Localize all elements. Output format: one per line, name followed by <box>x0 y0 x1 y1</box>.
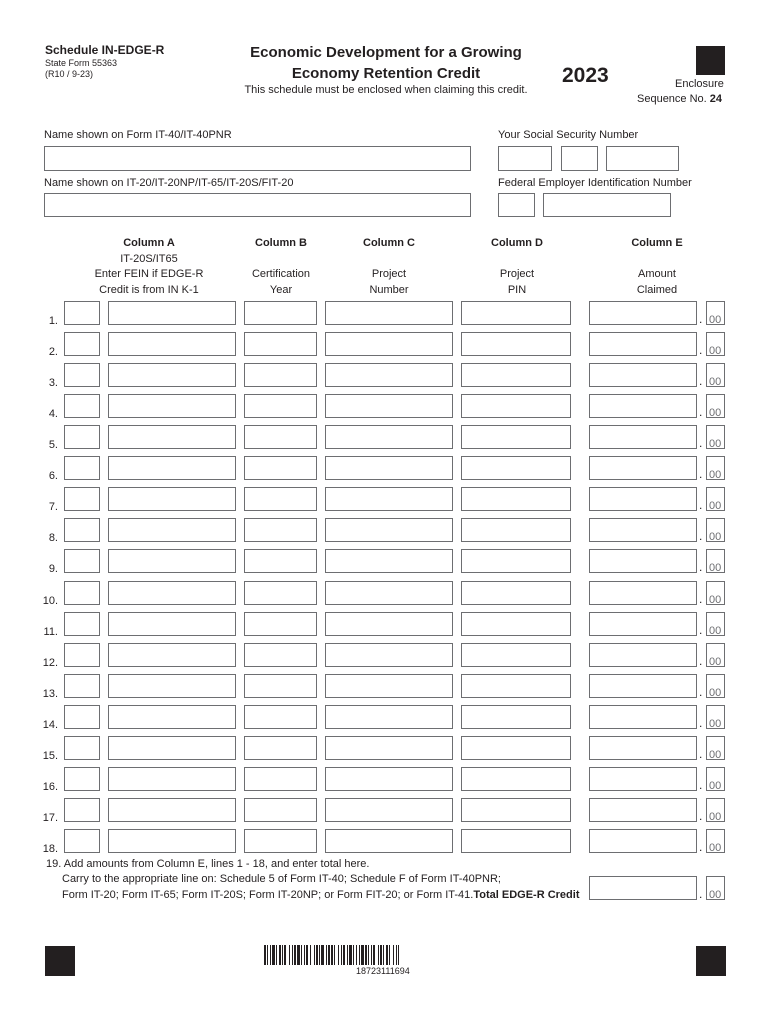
row-number: 9. <box>48 563 58 575</box>
cents-value: 00 <box>709 687 722 699</box>
fein-k1-input[interactable] <box>64 674 100 698</box>
column-e-line2: Claimed <box>636 283 678 296</box>
project-pin-input[interactable] <box>461 518 571 542</box>
project-number-input[interactable] <box>325 767 453 791</box>
certification-year-input[interactable] <box>244 581 317 605</box>
row-number: 12. <box>42 657 58 669</box>
total-decimal-point: . <box>699 887 703 901</box>
fein-k1-input[interactable] <box>64 425 100 449</box>
project-pin-input[interactable] <box>461 829 571 853</box>
total-cents: 00 <box>709 889 722 901</box>
project-number-input[interactable] <box>325 736 453 760</box>
project-number-input[interactable] <box>325 487 453 511</box>
certification-year-input[interactable] <box>244 705 317 729</box>
fein-k1-input[interactable] <box>64 643 100 667</box>
certification-year-input[interactable] <box>244 612 317 636</box>
amount-claimed-input[interactable] <box>589 829 697 853</box>
column-c-title: Column C <box>363 237 415 249</box>
project-number-input[interactable] <box>325 798 453 822</box>
line19-text2: Carry to the appropriate line on: Schedule 5 of Form IT-40; Schedule F of Form IT-40PNR; <box>62 873 501 885</box>
fein-k1-input[interactable] <box>64 612 100 636</box>
project-pin-input[interactable] <box>461 425 571 449</box>
row-number: 15. <box>42 750 58 762</box>
fein-label: Federal Employer Identification Number <box>498 177 692 189</box>
decimal-point: . <box>699 312 703 326</box>
amount-claimed-input[interactable] <box>589 705 697 729</box>
column-c-header <box>324 236 454 298</box>
decimal-point: . <box>699 654 703 668</box>
project-number-input[interactable] <box>325 705 453 729</box>
project-number-input[interactable] <box>325 829 453 853</box>
schedule-name: Schedule IN-EDGE-R <box>45 43 165 57</box>
fein-k1-input[interactable] <box>64 394 100 418</box>
row-number: 1. <box>48 315 58 327</box>
amount-claimed-input[interactable] <box>589 612 697 636</box>
certification-year-input[interactable] <box>244 643 317 667</box>
cents-value: 00 <box>709 811 722 823</box>
decimal-point: . <box>699 592 703 606</box>
project-number-input[interactable] <box>325 549 453 573</box>
fein-k1-extra-input[interactable] <box>108 705 236 729</box>
project-pin-input[interactable] <box>461 798 571 822</box>
sequence-value: 24 <box>709 93 723 105</box>
column-a-line3: Credit is from IN K-1 <box>99 283 199 296</box>
column-d-title: Column D <box>491 237 543 249</box>
decimal-point: . <box>699 467 703 481</box>
decimal-point: . <box>699 436 703 450</box>
column-e-title: Column E <box>631 237 683 249</box>
fein-k1-input[interactable] <box>64 581 100 605</box>
line19-text3 <box>62 889 580 901</box>
fein-k1-extra-input[interactable] <box>108 736 236 760</box>
amount-claimed-input[interactable] <box>589 736 697 760</box>
column-c-line2: Number <box>369 283 409 296</box>
project-number-input[interactable] <box>325 456 453 480</box>
project-pin-input[interactable] <box>461 705 571 729</box>
decimal-point: . <box>699 623 703 637</box>
amount-claimed-input[interactable] <box>589 301 697 325</box>
sequence-number <box>637 93 722 105</box>
amount-claimed-input[interactable] <box>589 456 697 480</box>
project-pin-input[interactable] <box>461 363 571 387</box>
decimal-point: . <box>699 778 703 792</box>
project-number-input[interactable] <box>325 425 453 449</box>
row-number: 6. <box>48 470 58 482</box>
certification-year-input[interactable] <box>244 518 317 542</box>
project-pin-input[interactable] <box>461 456 571 480</box>
fein-k1-extra-input[interactable] <box>108 829 236 853</box>
column-b-line2: Year <box>269 283 293 296</box>
column-d-header <box>452 236 582 298</box>
cents-value: 00 <box>709 376 722 388</box>
fein-k1-extra-input[interactable] <box>108 394 236 418</box>
certification-year-input[interactable] <box>244 736 317 760</box>
fein-k1-input[interactable] <box>64 487 100 511</box>
amount-claimed-input[interactable] <box>589 581 697 605</box>
certification-year-input[interactable] <box>244 394 317 418</box>
decimal-point: . <box>699 529 703 543</box>
project-pin-input[interactable] <box>461 549 571 573</box>
row-number: 4. <box>48 408 58 420</box>
decimal-point: . <box>699 374 703 388</box>
project-number-input[interactable] <box>325 332 453 356</box>
fein-k1-extra-input[interactable] <box>108 581 236 605</box>
ssn-label: Your Social Security Number <box>498 129 639 141</box>
column-a-header <box>84 236 214 298</box>
registration-mark-top-right <box>696 46 725 75</box>
cents-value: 00 <box>709 500 722 512</box>
row-number: 5. <box>48 439 58 451</box>
registration-mark-bottom-left <box>45 946 75 976</box>
certification-year-input[interactable] <box>244 425 317 449</box>
project-number-input[interactable] <box>325 363 453 387</box>
project-pin-input[interactable] <box>461 643 571 667</box>
barcode-image <box>264 945 506 965</box>
amount-claimed-input[interactable] <box>589 425 697 449</box>
fein-k1-input[interactable] <box>64 798 100 822</box>
amount-claimed-input[interactable] <box>589 487 697 511</box>
column-b-title: Column B <box>255 237 307 249</box>
decimal-point: . <box>699 560 703 574</box>
fein-k1-input[interactable] <box>64 549 100 573</box>
certification-year-input[interactable] <box>244 829 317 853</box>
project-pin-input[interactable] <box>461 674 571 698</box>
cents-value: 00 <box>709 438 722 450</box>
fein-k1-extra-input[interactable] <box>108 549 236 573</box>
cents-value: 00 <box>709 345 722 357</box>
amount-claimed-input[interactable] <box>589 363 697 387</box>
project-number-input[interactable] <box>325 581 453 605</box>
amount-claimed-input[interactable] <box>589 643 697 667</box>
state-form-number: State Form 55363 <box>45 58 118 68</box>
fein-k1-extra-input[interactable] <box>108 301 236 325</box>
cents-value: 00 <box>709 562 722 574</box>
certification-year-input[interactable] <box>244 798 317 822</box>
row-number: 18. <box>42 843 58 855</box>
fein-part2-input[interactable] <box>543 193 671 217</box>
project-pin-input[interactable] <box>461 581 571 605</box>
certification-year-input[interactable] <box>244 363 317 387</box>
fein-k1-input[interactable] <box>64 736 100 760</box>
project-number-input[interactable] <box>325 518 453 542</box>
row-number: 3. <box>48 377 58 389</box>
fein-k1-extra-input[interactable] <box>108 767 236 791</box>
row-number: 2. <box>48 346 58 358</box>
row-number: 7. <box>48 501 58 513</box>
fein-k1-input[interactable] <box>64 301 100 325</box>
decimal-point: . <box>699 405 703 419</box>
fein-k1-extra-input[interactable] <box>108 798 236 822</box>
name-it20-label: Name shown on IT-20/IT-20NP/IT-65/IT-20S/FIT-20 <box>44 177 294 189</box>
cents-value: 00 <box>709 469 722 481</box>
project-pin-input[interactable] <box>461 612 571 636</box>
amount-claimed-input[interactable] <box>589 332 697 356</box>
fein-k1-input[interactable] <box>64 767 100 791</box>
decimal-point: . <box>699 747 703 761</box>
sequence-label: Sequence No. <box>637 93 707 105</box>
form-title-line2: Economy Retention Credit <box>291 65 481 82</box>
cents-value: 00 <box>709 718 722 730</box>
total-credit-input[interactable] <box>589 876 697 900</box>
decimal-point: . <box>699 716 703 730</box>
name-it20-input[interactable] <box>44 193 471 217</box>
project-pin-input[interactable] <box>461 332 571 356</box>
certification-year-input[interactable] <box>244 549 317 573</box>
column-d-line2: PIN <box>507 283 527 296</box>
amount-claimed-input[interactable] <box>589 394 697 418</box>
form-title-line1: Economic Development for a Growing <box>250 44 522 61</box>
project-pin-input[interactable] <box>461 767 571 791</box>
cents-value: 00 <box>709 656 722 668</box>
fein-k1-extra-input[interactable] <box>108 487 236 511</box>
cents-value: 00 <box>709 749 722 761</box>
certification-year-input[interactable] <box>244 487 317 511</box>
column-a-line1: IT-20S/IT65 <box>120 252 178 265</box>
fein-k1-extra-input[interactable] <box>108 363 236 387</box>
fein-k1-input[interactable] <box>64 456 100 480</box>
project-number-input[interactable] <box>325 674 453 698</box>
cents-value: 00 <box>709 531 722 543</box>
certification-year-input[interactable] <box>244 674 317 698</box>
cents-value: 00 <box>709 625 722 637</box>
registration-mark-bottom-right <box>696 946 726 976</box>
fein-k1-extra-input[interactable] <box>108 456 236 480</box>
row-number: 8. <box>48 532 58 544</box>
cents-value: 00 <box>709 407 722 419</box>
line19-forms: Form IT-20; Form IT-65; Form IT-20S; Form IT-20NP; or Form FIT-20; or Form IT-41. <box>62 889 474 901</box>
column-e-header <box>592 236 722 298</box>
fein-k1-extra-input[interactable] <box>108 643 236 667</box>
certification-year-input[interactable] <box>244 301 317 325</box>
fein-k1-input[interactable] <box>64 705 100 729</box>
enclosure-instruction: This schedule must be enclosed when claiming this credit. <box>244 84 528 96</box>
column-b-line1: Certification <box>251 268 311 280</box>
fein-k1-extra-input[interactable] <box>108 425 236 449</box>
project-number-input[interactable] <box>325 643 453 667</box>
amount-claimed-input[interactable] <box>589 798 697 822</box>
fein-k1-extra-input[interactable] <box>108 612 236 636</box>
column-a-line2: Enter FEIN if EDGE-R <box>94 268 204 280</box>
ssn-part3-input[interactable] <box>606 146 679 171</box>
ssn-part1-input[interactable] <box>498 146 552 171</box>
amount-claimed-input[interactable] <box>589 674 697 698</box>
row-number: 13. <box>42 688 58 700</box>
certification-year-input[interactable] <box>244 767 317 791</box>
amount-claimed-input[interactable] <box>589 767 697 791</box>
decimal-point: . <box>699 809 703 823</box>
decimal-point: . <box>699 498 703 512</box>
revision-date: (R10 / 9-23) <box>45 69 94 79</box>
fein-part1-input[interactable] <box>498 193 535 217</box>
cents-value: 00 <box>709 314 722 326</box>
row-number: 14. <box>42 719 58 731</box>
fein-k1-extra-input[interactable] <box>108 674 236 698</box>
barcode-number: 18723111694 <box>356 966 410 976</box>
name-it40-input[interactable] <box>44 146 471 171</box>
project-number-input[interactable] <box>325 394 453 418</box>
row-number: 11. <box>43 626 58 638</box>
row-number: 16. <box>42 781 58 793</box>
certification-year-input[interactable] <box>244 332 317 356</box>
certification-year-input[interactable] <box>244 456 317 480</box>
column-d-line1: Project <box>499 268 535 280</box>
cents-value: 00 <box>709 780 722 792</box>
cents-value: 00 <box>709 594 722 606</box>
fein-k1-input[interactable] <box>64 518 100 542</box>
fein-k1-extra-input[interactable] <box>108 332 236 356</box>
decimal-point: . <box>699 840 703 854</box>
ssn-part2-input[interactable] <box>561 146 598 171</box>
fein-k1-input[interactable] <box>64 363 100 387</box>
project-number-input[interactable] <box>325 612 453 636</box>
project-number-input[interactable] <box>325 301 453 325</box>
project-pin-input[interactable] <box>461 394 571 418</box>
fein-k1-extra-input[interactable] <box>108 518 236 542</box>
project-pin-input[interactable] <box>461 487 571 511</box>
fein-k1-input[interactable] <box>64 332 100 356</box>
row-number: 17. <box>42 812 58 824</box>
line19-text1: 19. Add amounts from Column E, lines 1 - 18, and enter total here. <box>46 858 370 870</box>
project-pin-input[interactable] <box>461 301 571 325</box>
project-pin-input[interactable] <box>461 736 571 760</box>
total-credit-label: Total EDGE-R Credit <box>473 889 580 901</box>
enclosure-label: Enclosure <box>675 78 724 90</box>
amount-claimed-input[interactable] <box>589 518 697 542</box>
tax-year: 2023 <box>562 64 609 87</box>
column-a-title: Column A <box>123 237 175 249</box>
amount-claimed-input[interactable] <box>589 549 697 573</box>
column-e-line1: Amount <box>638 268 676 280</box>
column-c-line1: Project <box>371 268 407 280</box>
decimal-point: . <box>699 685 703 699</box>
cents-value: 00 <box>709 842 722 854</box>
name-it40-label: Name shown on Form IT-40/IT-40PNR <box>44 129 232 141</box>
fein-k1-input[interactable] <box>64 829 100 853</box>
row-number: 10. <box>42 595 58 607</box>
decimal-point: . <box>699 343 703 357</box>
